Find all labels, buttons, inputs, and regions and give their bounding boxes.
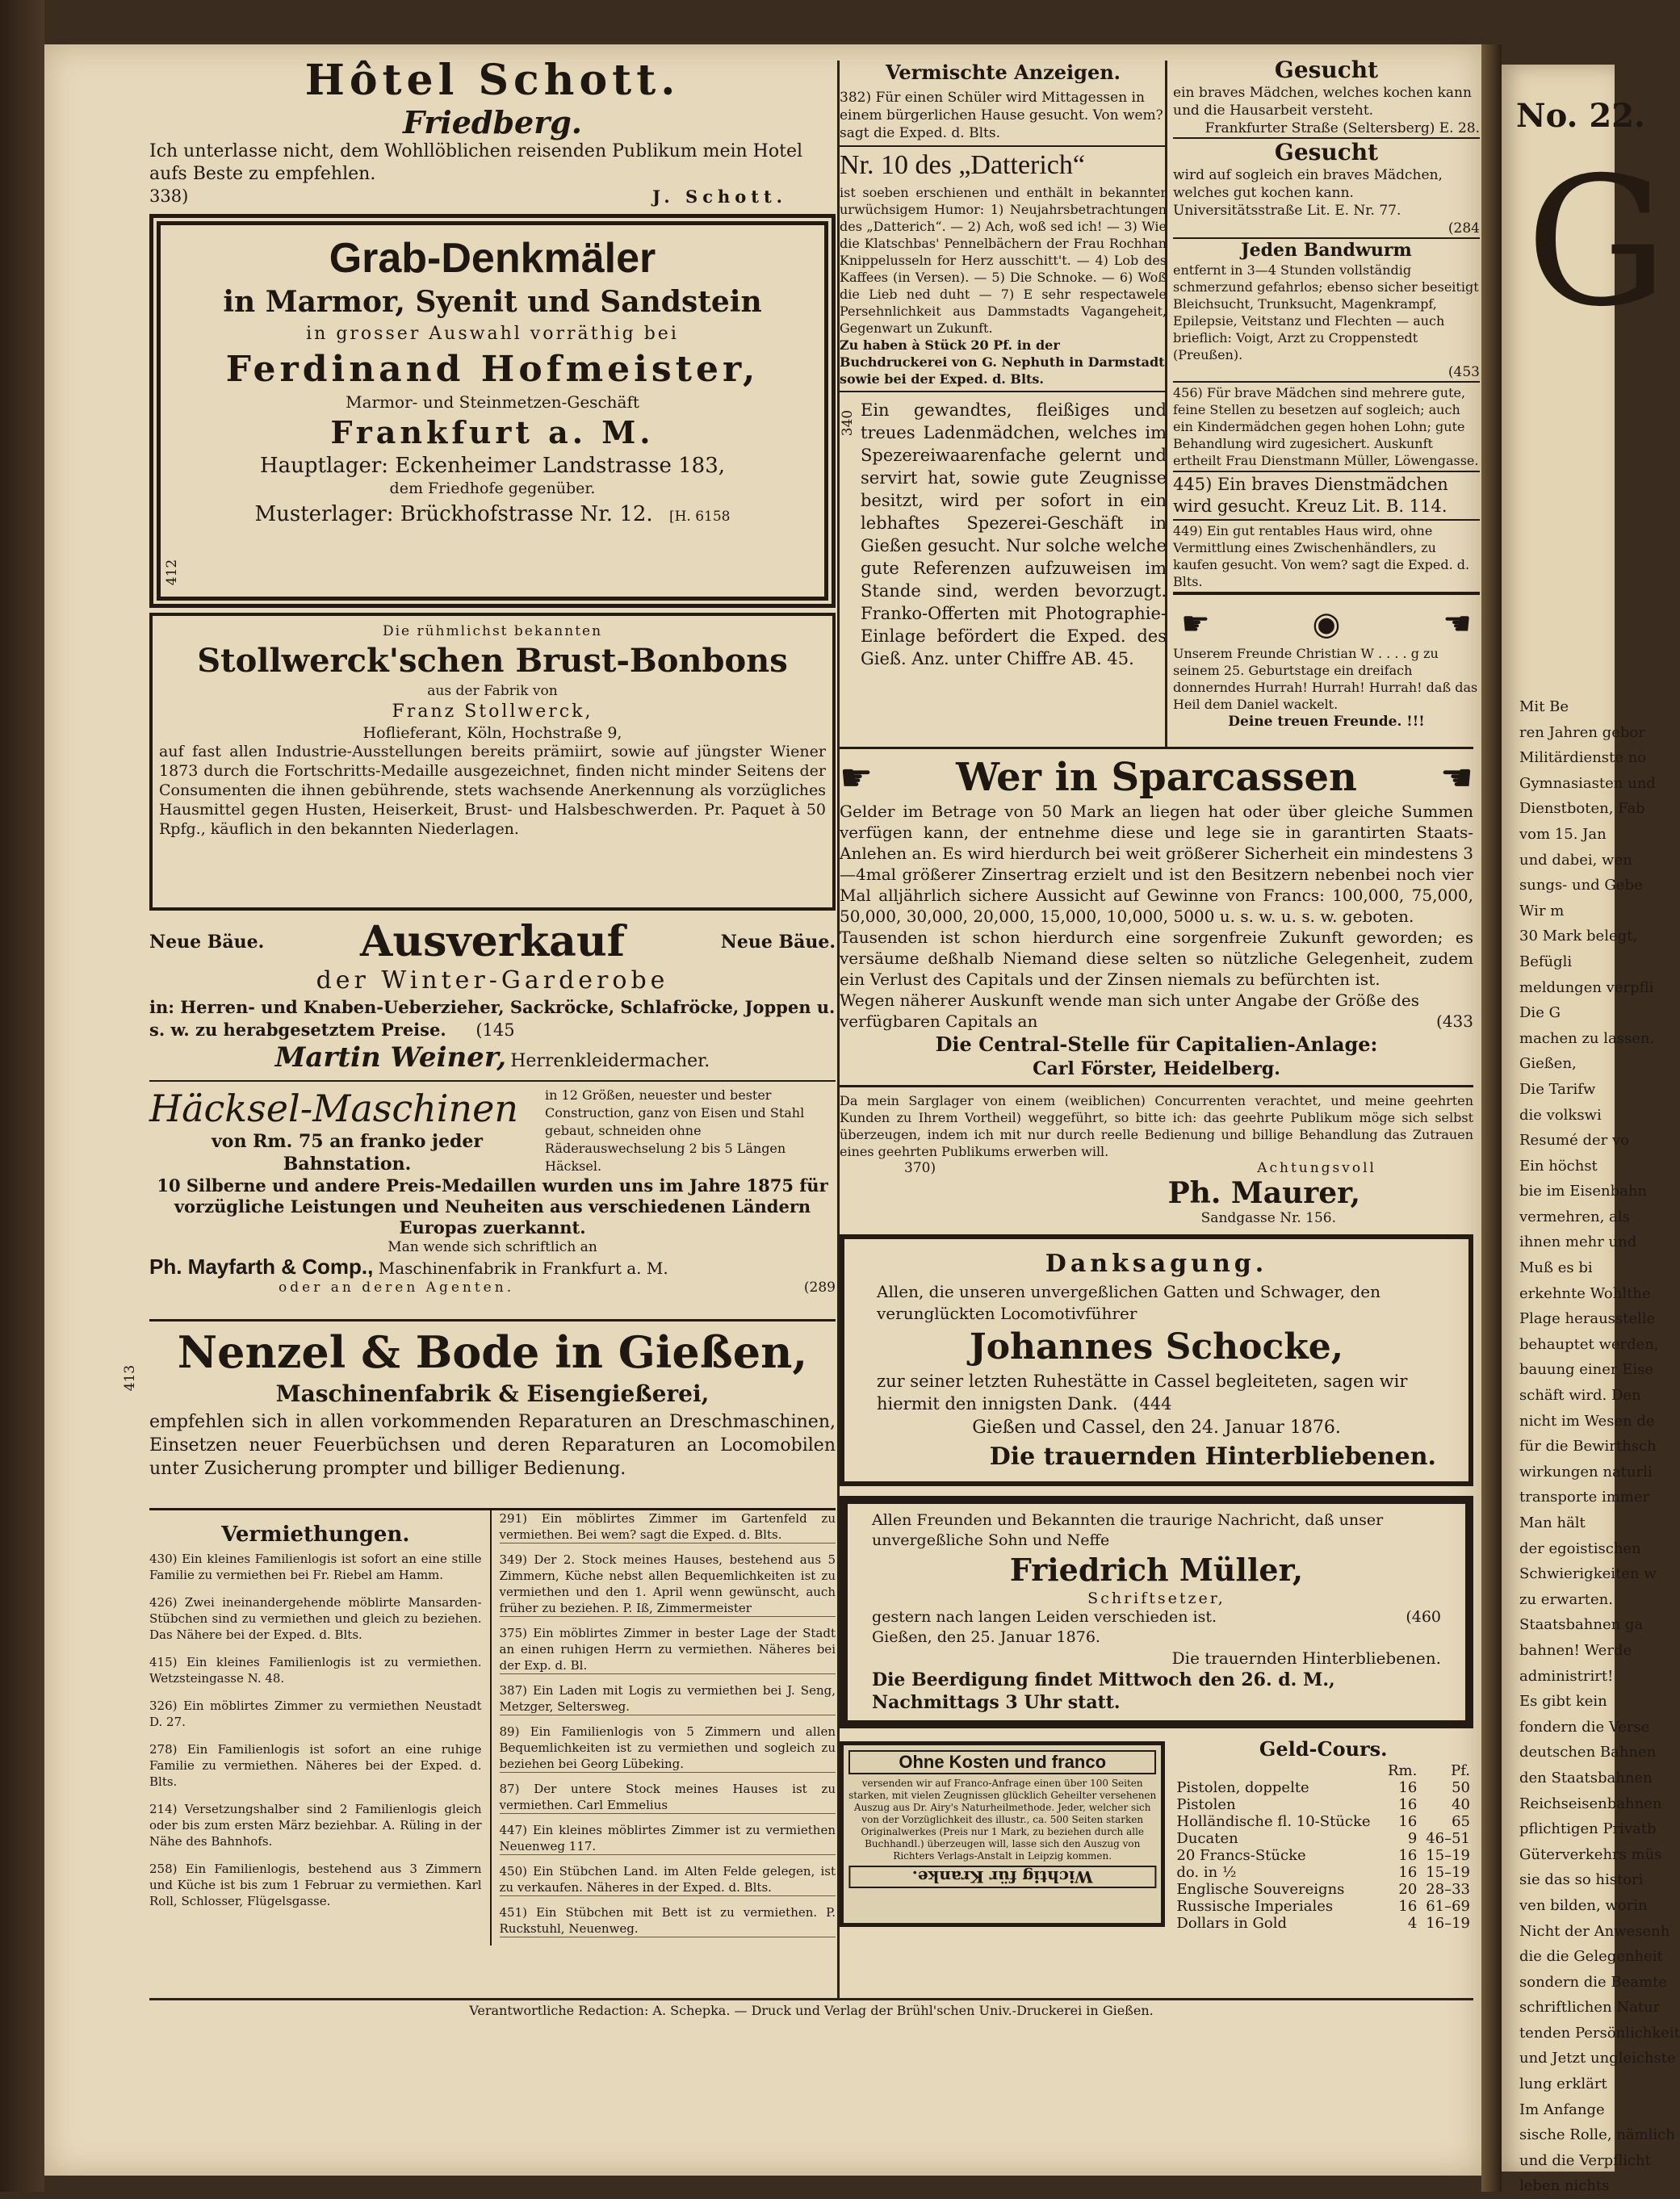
currency-name: 20 Francs-Stücke: [1176, 1847, 1306, 1864]
facing-page-line: meldungen verpfli: [1519, 978, 1654, 996]
haeckel-num: (289: [803, 1280, 836, 1296]
currency-rm: 16: [1398, 1779, 1418, 1796]
facing-page-line: Plage herausstelle: [1519, 1310, 1656, 1328]
currency-pf: 46–51: [1426, 1830, 1470, 1847]
facing-page: [1502, 65, 1680, 2195]
facing-page-line: Güterverkehrs müs: [1519, 1845, 1662, 1863]
sparcassen-firm: Die Central-Stelle für Capitalien-Anlage:: [935, 1032, 1378, 1056]
maurer-sig0: Achtungsvoll: [1257, 1160, 1376, 1176]
stollwerck-addr: Hoflieferant, Köln, Hochstraße 9,: [362, 724, 622, 742]
geldcours-row: [1173, 1898, 1473, 1915]
currency-rm: 16: [1398, 1813, 1418, 1830]
facing-page-line: deutschen Bahnen: [1519, 1744, 1657, 1761]
danksagung-text2: zur seiner letzten Ruhestätte in Cassel begleiteten, sagen wir hiermit den innigsten Dank.: [877, 1372, 1408, 1414]
facing-page-line: Resumé der vo: [1519, 1132, 1629, 1150]
currency-rm: 9: [1407, 1830, 1418, 1847]
book-spine: [0, 0, 44, 2192]
vermiethungen-left: [149, 1551, 482, 1909]
facing-page-line: pflichtigen Privatb: [1519, 1820, 1657, 1838]
facing-page-line: bauung einer Eise: [1519, 1361, 1654, 1379]
vermiethungen-right: [492, 1510, 836, 1946]
stollwerck-from: aus der Fabrik von: [427, 683, 558, 699]
currency-pf: 50: [1452, 1779, 1470, 1796]
facing-page-line: bahnen! Werde: [1519, 1641, 1632, 1659]
geldcours-table: [1173, 1762, 1473, 1932]
currency-name: Englische Souvereigns: [1176, 1881, 1345, 1898]
facing-page-line: Dienstboten, Fab: [1519, 800, 1645, 818]
vermiethung-item: 278) Ein Familienlogis ist sofort an eine ruhige Familie zu vermiethen. Näheres bei der Exped. d. Blts.: [149, 1742, 482, 1789]
currency-name: Pistolen: [1176, 1796, 1236, 1813]
vermiethung-item: 415) Ein kleines Familienlogis ist zu vermiethen. Wetzsteingasse N. 48.: [149, 1655, 482, 1686]
christian-text: Unserem Freunde Christian W . . . . g zu seinem 25. Geburtstage ein dreifach donnerndes Hurrah! Hurrah! Hurrah! daß das Heil dem Daniel wackelt.: [1173, 646, 1478, 712]
job-ad: 449) Ein gut rentables Haus wird, ohne Vermittlung eines Zwischenhändlers, zu kaufen gesucht. Von wem? sagt die Exped. d. Blts.: [1173, 521, 1480, 593]
geldcours-row: [1173, 1779, 1473, 1796]
facing-page-line: ren Jahren gebor: [1519, 723, 1645, 741]
danksagung-sig: Die trauernden Hinterbliebenen.: [989, 1443, 1436, 1471]
mueller-num: (460: [1406, 1608, 1441, 1626]
vermiethung-item: 430) Ein kleines Familienlogis ist sofort an eine stille Familie zu vermiethen bei Fr. Riebel am Hamm.: [149, 1552, 482, 1582]
vermiethung-item: 89) Ein Familienlogis von 5 Zimmern und allen Bequemlichkeiten ist zu vermiethen und sogleich zu beziehen bei Georg Lübeking.: [499, 1724, 836, 1771]
pointing-hand-left-icon: ☚: [1443, 605, 1472, 643]
mueller-ad: [840, 1496, 1473, 1728]
vermiethungen: [149, 1508, 836, 1946]
ausverkauf-sub: der Winter-Garderobe: [316, 966, 669, 995]
footer-rule: [149, 1998, 1473, 2000]
currency-pf: 16–19: [1426, 1915, 1470, 1932]
datterich-title: Nr. 10 des „Datterich“: [840, 150, 1085, 180]
nenzel-ad: [122, 1319, 836, 1508]
large-initial: G: [1526, 139, 1668, 346]
mueller-date: Gießen, den 25. Januar 1876.: [872, 1628, 1100, 1646]
vermiethung-item: 214) Versetzungshalber sind 2 Familienlogis gleich oder bis zum ersten März beziehbar. A. Rüling in der Nähe des Bahnhofs.: [149, 1802, 482, 1849]
mueller-text: Allen Freunden und Bekannten die traurige Nachricht, daß unser unvergeßliche Sohn und Neffe: [872, 1511, 1384, 1549]
gesucht1-addr: Frankfurter Straße (Seltersberg) E. 28.: [1173, 119, 1480, 139]
hotel-title: Hôtel Schott.: [304, 56, 681, 105]
currency-pf: 28–33: [1426, 1881, 1470, 1898]
facing-page-line: vermehren, als: [1519, 1208, 1630, 1225]
facing-page-line: sie das so histori: [1519, 1871, 1644, 1889]
geldcours-row: [1173, 1864, 1473, 1881]
vermischte-text: 382) Für einen Schüler wird Mittagessen in einem bürgerlichen Hause gesucht. Von wem? sagt die Exped. d. Blts.: [840, 89, 1167, 147]
sparcassen-firm2: Carl Förster, Heidelberg.: [1033, 1058, 1280, 1079]
vermiethung-item: 426) Zwei ineinandergehende möblirte Mansarden-Stübchen sind zu vermiethen und gleich zu beziehen. Das Nähere bei der Exped. d. Blts.: [149, 1595, 482, 1642]
footer-imprint: Verantwortliche Redaction: A. Schepka. — Druck und Verlag der Brühl'schen Univ.-Druckerei in Gießen.: [469, 2003, 1154, 2018]
gesucht2-text: wird auf sogleich ein braves Mädchen, welches gut kochen kann. Universitätsstraße Lit. E. Nr. 77.: [1173, 167, 1443, 219]
facing-page-line: ihnen mehr und: [1519, 1234, 1637, 1251]
haeckel-firm: Ph. Mayfarth & Comp.,: [149, 1254, 374, 1279]
pointing-hands: [1173, 603, 1480, 645]
ausverkauf-firm: Martin Weiner,: [274, 1041, 507, 1074]
hotel-ad: [149, 57, 836, 214]
vermiethung-item: 87) Der untere Stock meines Hauses ist zu vermiethen. Carl Emmelius: [499, 1782, 836, 1812]
kosten-bottom: Wichtig für Kranke.: [848, 1866, 1156, 1888]
facing-page-line: lung erklärt: [1519, 2075, 1607, 2093]
currency-pf: 15–19: [1426, 1847, 1470, 1864]
currency-rm: 4: [1407, 1915, 1418, 1932]
facing-page-line: und dabei, wen: [1519, 851, 1632, 869]
grab-title: Grab-Denkmäler: [329, 235, 656, 282]
danksagung-text: Allen, die unseren unvergeßlichen Gatten und Schwager, den verunglückten Locomotivführer: [877, 1282, 1380, 1323]
bottom-right-row: [840, 1736, 1473, 1932]
job-ad: 456) Für brave Mädchen sind mehrere gute, feine Stellen zu besetzen auf sogleich; auch ein Kindermädchen gegen hohen Lohn; gute Behandlung wird zugesichert. Auskunft ertheilt Frau Dienstmann Müller, Löwengasse.: [1173, 383, 1480, 472]
hotel-text: Ich unterlasse nicht, dem Wohllöblichen reisenden Publikum mein Hotel aufs Beste zu empfehlen.: [149, 141, 802, 184]
ausverkauf-header: [149, 919, 836, 965]
currency-rm: 16: [1398, 1864, 1418, 1881]
facing-page-line: sungs- und Gebe: [1519, 877, 1643, 894]
currency-rm: 16: [1398, 1898, 1418, 1915]
datterich-sale: Zu haben à Stück 20 Pf. in der Buchdruckerei von G. Nephuth in Darmstadt sowie bei der Exped. d. Blts.: [840, 337, 1167, 392]
geldcours-row: [1173, 1915, 1473, 1932]
gesucht2-num: (284: [1173, 220, 1480, 239]
facing-page-line: wirkungen naturli: [1519, 1463, 1653, 1481]
stollwerck-name: Franz Stollwerck,: [392, 702, 593, 722]
geldcours-head-pf: Pf.: [1451, 1762, 1470, 1779]
facing-page-line: ven bilden, worin: [1519, 1896, 1648, 1914]
kosten-title: Ohne Kosten und franco: [848, 1750, 1156, 1774]
gesucht2-title: Gesucht: [1274, 139, 1379, 165]
bandwurm-text: entfernt in 3—4 Stunden vollständig schmerzund gefahrlos; ebenso sicher beseitigt Bleichsucht, Trunksucht, Magenkrampf, Epilepsie, Veitstanz und Flechten — auch brieflich: Voigt, Arzt zu Croppenstedt (Preußen).: [1173, 262, 1479, 362]
facing-page-line: vom 15. Jan: [1519, 825, 1607, 843]
nenzel-title: Nenzel & Bode in Gießen,: [177, 1326, 808, 1378]
job-ad: 445) Ein braves Dienstmädchen wird gesucht. Kreuz Lit. B. 114.: [1173, 472, 1480, 521]
currency-rm: 16: [1398, 1796, 1418, 1813]
facing-page-line: Gießen,: [1519, 1055, 1577, 1073]
ausverkauf-items: in: Herren- und Knaben-Ueberzieher, Sackröcke, Schlafröcke, Joppen u. s. w. zu herabgesetztem Preise.: [149, 997, 836, 1040]
stollwerck-title: Stollwerck'schen Brust-Bonbons: [197, 642, 788, 680]
haeckel-bold: 10 Silberne und andere Preis-Medaillen wurden uns im Jahre 1875 für vorzügliche Leistungen und Neuheiten aus verschiedenen Ländern Europas zuerkannt.: [157, 1175, 828, 1238]
danksagung-name: Johannes Schocke,: [969, 1326, 1344, 1368]
sparcassen-title: Wer in Sparcassen: [956, 755, 1357, 800]
vermiethung-item: 258) Ein Familienlogis, bestehend aus 3 Zimmern und Küche ist bis zum 1 Februar zu vermiethen. Karl Roll, Schlosser, Flügelsgasse.: [149, 1862, 482, 1908]
haeckel-right: in 12 Größen, neuester und bester Construction, ganz von Eisen und Stahl gebaut, schneiden ohne Räderauswechselung 2 bis 5 Längen Häcksel.: [545, 1087, 805, 1174]
facing-page-line: Staatsbahnen ga: [1519, 1616, 1644, 1634]
vermischte-title: Vermischte Anzeigen.: [885, 61, 1121, 84]
facing-page-line: zu erwarten.: [1519, 1590, 1613, 1608]
facing-page-line: Mit Be: [1519, 698, 1569, 715]
christian-ad: [1173, 593, 1480, 731]
grab-haupt: Hauptlager: Eckenheimer Landstrasse 183,: [259, 454, 726, 478]
facing-page-line: Es gibt kein: [1519, 1693, 1607, 1711]
sparcassen-hand-left-icon: ☚: [1439, 756, 1473, 799]
vermiethung-item: 451) Ein Stübchen mit Bett ist zu vermiethen. P. Ruckstuhl, Neuenweg.: [499, 1905, 836, 1936]
facing-page-line: Die G: [1519, 1004, 1561, 1022]
maurer-sig-line: [840, 1160, 1473, 1176]
facing-page-line: Im Anfange: [1519, 2101, 1605, 2118]
facing-page-line: Muß es bi: [1519, 1259, 1593, 1277]
sparcassen-text2: Tausenden ist schon hierdurch eine sorgenfreie Zukunft geworden; es versäume deßhalb Niemand diese selten so nützliche Gelegenheit, zudem ein Verlust des Capitals und der Zinsen niemals zu befürchten ist.: [840, 928, 1473, 989]
facing-page-line: tenden Persönlichkeit: [1519, 2024, 1680, 2042]
sparcassen-text: Gelder im Betrage von 50 Mark an liegen hat oder über gleiche Summen verfügen kann, der entnehme diese und lege sie in garantirten Staats-Anlehen an. Es wird hierdurch bei weit größerer Sicherheit ein mindestens 3—4mal größerer Zinsertrag erzielt und ist den Besitzern nebenbei noch vier Mal alljährlich sichere Aussicht auf Gewinne von Francs: 100,000, 75,000, 50,000, 30,000, 20,000, 15,000, 10,000, 5000 u. s. w. u. s. w. geboten.: [840, 802, 1473, 926]
currency-pf: 40: [1452, 1796, 1470, 1813]
facing-page-line: machen zu lassen.: [1519, 1029, 1655, 1047]
hotel-signature: J. Schott.: [652, 186, 787, 207]
maurer-text: Da mein Sarglager von einem (weiblichen) Concurrenten verachtet, und meine geehrten Kunden zu Ihrem Vortheil) weggeführt, so bitte ich: das geehrte Publikum möge sich selbst überzeugen, indem ich mit nur durch reelle Bedienung und billige Behandlung das Zutrauen eines geehrten Publikums erwerben will.: [840, 1093, 1473, 1159]
right-column-ads: [1173, 383, 1480, 593]
facing-page-line: fondern die Verse: [1519, 1718, 1650, 1736]
ladenmaedchen-ad: [840, 399, 1167, 670]
vermiethung-item: 447) Ein kleines möblirtes Zimmer ist zu vermiethen Neuenweg 117.: [499, 1823, 836, 1853]
column-right: [1167, 57, 1480, 731]
currency-pf: 65: [1452, 1813, 1470, 1830]
danksagung-num: (444: [1133, 1394, 1172, 1414]
facing-page-line: und die Verpflicht: [1519, 2151, 1651, 2169]
geldcours-row: [1173, 1813, 1473, 1830]
ausverkauf-num: (145: [476, 1020, 515, 1040]
vermiethung-item: 349) Der 2. Stock meines Hauses, bestehend aus 5 Zimmern, Küche nebst allen Bequemlichkeiten ist zu vermiethen und den 1. April wenn gewünscht, auch früher zu beziehen. P. Iß, Zimmermeister: [499, 1552, 836, 1615]
geldcours-row: [1173, 1847, 1473, 1864]
hotel-footer: [149, 186, 836, 207]
facing-page-line: 30 Mark belegt,: [1519, 928, 1638, 945]
danksagung-ad: [840, 1234, 1473, 1486]
facing-page-line: Reichseisenbahnen: [1519, 1795, 1662, 1812]
facing-page-line: Nicht der Anwesenh: [1519, 1922, 1670, 1940]
currency-name: Ducaten: [1176, 1830, 1238, 1847]
ausverkauf-title: Ausverkauf: [359, 917, 626, 966]
ausverkauf-trade: Herrenkleidermacher.: [510, 1051, 710, 1071]
gesucht1-title: Gesucht: [1274, 57, 1379, 83]
facing-page-line: für die Bewirthsch: [1519, 1438, 1657, 1456]
geldcours-row: [1173, 1881, 1473, 1898]
currency-name: do. in ½: [1176, 1864, 1237, 1881]
currency-name: Holländische fl. 10-Stücke: [1176, 1813, 1371, 1830]
facing-page-line: sondern die Beamte: [1519, 1973, 1667, 1991]
geldcours-title: Geld-Cours.: [1259, 1737, 1388, 1761]
sparcassen-ad: [840, 747, 1473, 1080]
currency-pf: 15–19: [1426, 1864, 1470, 1881]
column-middle: [840, 57, 1167, 670]
geldcours-head-rm: Rm.: [1387, 1762, 1418, 1779]
mueller-funeral: Die Beerdigung findet Mittwoch den 26. d. M., Nachmittags 3 Uhr statt.: [872, 1669, 1335, 1713]
vermiethung-item: 375) Ein möblirtes Zimmer in bester Lage der Stadt an einen ruhigen Herrn zu vermiethen. Näheres bei der Exp. d. Bl.: [499, 1626, 836, 1673]
ladenmaedchen-side: 340: [840, 409, 857, 437]
facing-page-line: der egoistischen: [1519, 1539, 1641, 1557]
facing-page-line: Wir m: [1519, 902, 1565, 919]
ausverkauf-left: Neue Bäue.: [149, 932, 265, 953]
datterich-text: ist soeben erschienen und enthält in bekannter urwüchsigem Humor: 1) Neujahrsbetrachtungen des „Datterich“. — 2) Ach, woß sed ich! — 3) Wie die Klatschbas' Pennelbächern der Frau Rochhan Knippelusseln for Herz ausschitt't. — 4) Lob des Kaffees (in Versen). — 5) Die Schnoke. — 6) Woß die Lieb ned duht — 7) E sehr respectawele Persehnlichkeit aus Dammstadts Vagangeheit, Gegenwart un Zukunft.: [840, 185, 1167, 336]
maurer-addr: Sandgasse Nr. 156.: [1200, 1210, 1336, 1226]
facing-page-line: die die Gelegenheit: [1519, 1948, 1663, 1966]
geldcours-row: [1173, 1830, 1473, 1847]
haeckel-agents: oder an deren Agenten.: [279, 1280, 515, 1296]
stollwerck-pre: Die rühmlichst bekannten: [382, 623, 603, 639]
hotel-number: 338): [149, 186, 189, 206]
grab-muster: [169, 498, 816, 533]
bandwurm-num: (453: [1173, 363, 1480, 383]
ladenmaedchen-text: Ein gewandtes, fleißiges und treues Ladenmädchen, welches im Spezereiwaarenfache gelernt und servirt hat, sowie gute Zeugnisse besitzt, wird per sofort in ein lebhaftes Spezerei-Geschäft in Gießen gesucht. Nur solche welche gute Referenzen aufzuweisen im Stande sind, werden bevorzugt. Franko-Offerten mit Photographie-Einlage befördert die Exped. des Gieß. Anz. unter Chiffre AB. 45.: [861, 400, 1167, 668]
haeckel-title: Häcksel-Maschinen: [149, 1087, 518, 1130]
facing-page-line: leben nichts: [1519, 2177, 1610, 2195]
stollwerck-ad: [149, 613, 836, 911]
currency-name: Pistolen, doppelte: [1176, 1779, 1309, 1796]
currency-rm: 20: [1398, 1881, 1418, 1898]
facing-page-line: Militärdienste no: [1519, 749, 1647, 767]
nenzel-sub: Maschinenfabrik & Eisengießerei,: [275, 1380, 710, 1407]
facing-page-line: Gymnasiasten und: [1519, 774, 1656, 792]
ausverkauf-right: Neue Bäue.: [720, 932, 836, 953]
column-left: [122, 56, 836, 1946]
facing-page-line: den Staatsbahnen: [1519, 1769, 1653, 1786]
danksagung-title: Danksagung.: [1045, 1250, 1268, 1278]
sparcassen-text3-line: [840, 990, 1473, 1032]
facing-page-line: nicht im Wesen de: [1519, 1412, 1655, 1430]
kosten-ad: [840, 1741, 1165, 1927]
grab-denkmaeler-ad: [149, 214, 836, 608]
sparcassen-hand-right-icon: ☛: [840, 756, 874, 799]
vermiethung-item: 291) Ein möblirtes Zimmer im Gartenfeld zu vermiethen. Bei wem? sagt die Exped. d. Blts.: [499, 1511, 836, 1542]
grab-city: Frankfurt a. M.: [330, 414, 655, 450]
facing-page-line: die volkswi: [1519, 1106, 1602, 1124]
ring-icon: ◉: [1312, 605, 1341, 643]
mueller-sig: Die trauernden Hinterbliebenen.: [1171, 1648, 1441, 1668]
facing-page-line: behauptet werden,: [1519, 1335, 1659, 1353]
grab-muster-text: Musterlager: Brückhofstrasse Nr. 12.: [254, 502, 653, 526]
hotel-city: Friedberg.: [402, 104, 583, 140]
maurer-ad: [840, 1085, 1473, 1226]
ausverkauf-ad: [149, 919, 836, 1080]
geldcours-head-name: [1173, 1762, 1383, 1779]
facing-page-line: Man hält: [1519, 1514, 1586, 1531]
sparcassen-num: (433: [1436, 1012, 1473, 1031]
grab-sub: in Marmor, Syenit und Sandstein: [223, 285, 762, 319]
vermiethung-item: 450) Ein Stübchen Land. im Alten Felde gelegen, ist zu verkaufen. Näheres in der Exped. d. Blts.: [499, 1864, 836, 1895]
facing-page-line: und Jetzt ungleichste: [1519, 2050, 1676, 2067]
facing-page-line: Schwierigkeiten w: [1519, 1565, 1657, 1583]
sparcassen-text3: Wegen näherer Auskunft wende man sich unter Angabe der Größe des verfügbaren Capitals an: [840, 991, 1419, 1031]
maurer-num: 370): [904, 1160, 936, 1176]
nenzel-side: 413: [122, 1364, 139, 1392]
issue-number: No. 22.: [1516, 97, 1645, 135]
mueller-name: Friedrich Müller,: [1009, 1552, 1304, 1588]
ausverkauf-text: [149, 996, 836, 1041]
grab-trade: Marmor- und Steinmetzen-Geschäft: [346, 392, 639, 412]
vermiethung-item: 326) Ein möblirtes Zimmer zu vermiethen Neustadt D. 27.: [149, 1698, 482, 1729]
vermiethung-item: 387) Ein Laden mit Logis zu vermiethen bei J. Seng, Metzger, Seltersweg.: [499, 1683, 836, 1714]
ausverkauf-firm-line: [149, 1041, 836, 1079]
nenzel-text: empfehlen sich in allen vorkommenden Reparaturen an Dreschmaschinen, Einsetzen neuer Feuerbüchsen und deren Reparaturen an Locomobilen unter Zusicherung prompter und billiger Bedienung.: [149, 1412, 836, 1479]
geldcours: [1173, 1736, 1473, 1932]
wide-right-section: [840, 747, 1473, 1932]
mueller-text2: gestern nach langen Leiden verschieden ist.: [872, 1608, 1217, 1626]
facing-page-line: schriftlichen Natur: [1519, 1999, 1661, 2017]
facing-page-text: [1519, 694, 1680, 2199]
grab-side-number: 412: [164, 559, 181, 586]
haeckel-firm-line: [149, 1256, 836, 1279]
geldcours-row: [1173, 1796, 1473, 1813]
currency-rm: 16: [1398, 1847, 1418, 1864]
facing-page-line: erkehnte Wohlthe: [1519, 1284, 1651, 1302]
danksagung-text2-line: [877, 1370, 1436, 1415]
facing-page-line: administrirt!: [1519, 1667, 1614, 1685]
facing-page-line: Befügli: [1519, 953, 1573, 970]
mueller-text2-line: [872, 1607, 1441, 1627]
facing-page-line: sische Rolle, nämlich: [1519, 2126, 1675, 2144]
mueller-trade: Schriftsetzer,: [1087, 1590, 1225, 1607]
pointing-hand-right-icon: ☛: [1181, 605, 1210, 643]
danksagung-date: Gießen und Cassel, den 24. Januar 1876.: [972, 1418, 1341, 1438]
currency-pf: 61–69: [1426, 1898, 1470, 1915]
facing-page-line: Ein höchst: [1519, 1157, 1598, 1175]
vermiethungen-title: Vermiethungen.: [221, 1523, 410, 1547]
haeckel-price: von Rm. 75 an franko jeder Bahnstation.: [212, 1131, 483, 1175]
kosten-text: versenden wir auf Franco-Anfrage einen über 100 Seiten starken, mit vielen Zeugnissen glücklich Geheilter versehenen Auszug aus Dr. Airy's Naturheilmethode. Jeder, welcher sich von der Vorzüglichkeit des illustr., ca. 500 Seiten starken Originalwerkes (Preis nur 1 Mark, zu beziehen durch alle Buchhandl.) überzeugen will, lasse sich den Auszug von Richters Verlags-Anstalt in Leipzig kommen.: [848, 1778, 1157, 1862]
currency-name: Russische Imperiales: [1176, 1898, 1334, 1915]
gutter: [1481, 44, 1502, 2192]
maurer-sig: Ph. Maurer,: [1167, 1176, 1360, 1210]
facing-page-line: schäft wird. Den: [1519, 1387, 1641, 1405]
grab-line: in grosser Auswahl vorräthig bei: [306, 324, 679, 344]
grab-haupt2: dem Friedhofe gegenüber.: [389, 480, 596, 497]
sparcassen-header: [840, 754, 1473, 801]
gesucht1-text: ein braves Mädchen, welches kochen kann und die Hausarbeit versteht.: [1173, 85, 1472, 119]
christian-sig: Deine treuen Freunde. !!!: [1228, 714, 1425, 730]
currency-name: Dollars in Gold: [1176, 1915, 1288, 1932]
haeckel-hint: Man wende sich schriftlich an: [388, 1239, 597, 1255]
haeckel-agents-line: [149, 1279, 836, 1296]
facing-page-line: bie im Eisenbahn: [1519, 1183, 1648, 1200]
bandwurm-title: Jeden Bandwurm: [1241, 240, 1412, 261]
grab-firm: Ferdinand Hofmeister,: [225, 349, 760, 390]
haeckel-firm2: Maschinenfabrik in Frankfurt a. M.: [378, 1259, 668, 1278]
facing-page-line: transporte immer: [1519, 1489, 1650, 1506]
stollwerck-text: auf fast allen Industrie-Ausstellungen bereits prämiirt, sowie auf jüngster Wiener 1873 durch die Fortschritts-Medaille ausgezeichnet, finden nicht minder Seitens der Consumenten die ihnen gebührende, stets wachsende Anerkennung als vorzügliches Hausmittel gegen Husten, Heiserkeit, Brust- und Halsbeschwerden. Pr. Paquet à 50 Rpfg., käuflich in den bekannten Niederlagen.: [159, 743, 826, 838]
grab-code: [H. 6158: [668, 509, 731, 525]
haeckel-ad: [149, 1080, 836, 1319]
facing-page-line: Die Tarifw: [1519, 1080, 1596, 1098]
